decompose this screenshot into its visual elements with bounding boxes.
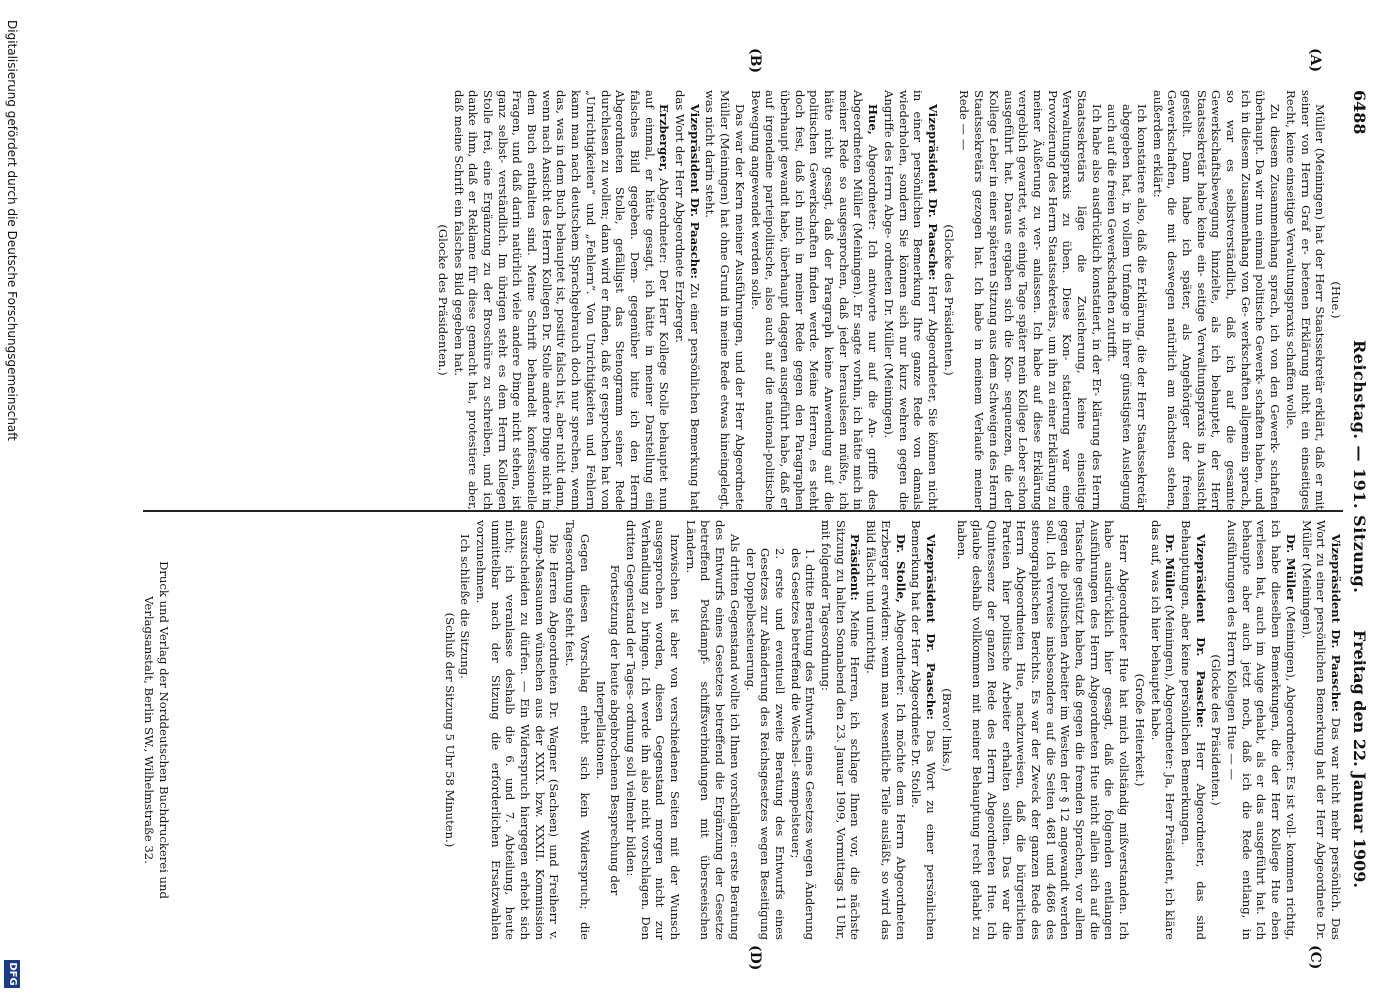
left-column — [143, 90, 1343, 510]
digitization-banner — [2, 0, 20, 1000]
speaker-name: Vizepräsident Dr. Paasche: — [1193, 534, 1208, 728]
stage-direction: (Bravo! links.) — [939, 688, 954, 772]
speech-text: Meine Herren, ich schlage Ihnen vor, die nächste Sitzung zu halten Sonnabend den 23. Januar 1909, Vormittags 11 Uhr, mit folgender Tagesordnung: — [819, 520, 863, 940]
agenda-item: Fortsetzung der heute abgebrochenen Besprechung der Interpellationen. — [593, 564, 623, 896]
paragraph: Das war der Kern meiner Ausführungen, und der Herr Abgeordnete Müller (Meiningen) hat ohne Grund in meine Rede etwas hineingelegt, was nicht darin steht. — [703, 90, 747, 510]
speaker-name: Hue, — [866, 104, 881, 135]
stage-direction: (Große Heiterkeit.) — [1132, 673, 1147, 787]
speech-text: (Meiningen), Abgeordneter: Ja, Herr Präsident, ich kläre das auf, was ich hier behauptet habe. — [1148, 520, 1178, 940]
paragraph: Inzwischen ist aber von verschiedenen Seiten mit der Wunsch ausgesprochen worden, diesen Gegenstand morgen nicht zur Verhandlung zu bringen. Ich werde ihn also nicht vorschlagen. Den dritten Gegenstand der Tages- ordnung soll vielmehr bilden: — [623, 520, 683, 940]
stage-direction: (Glocke des Präsidenten.) — [1209, 654, 1224, 806]
paragraph: Gegen diesen Vorschlag erhebt sich kein Widerspruch; die Tagesordnung steht fest. — [563, 520, 592, 940]
paragraph — [818, 520, 862, 940]
stage-direction: (Glocke des Präsidenten.) — [941, 224, 956, 376]
speaker-name: Dr. Müller — [1283, 534, 1298, 602]
paragraph — [864, 520, 908, 940]
quote-paragraph: Ich konstatiere also, daß die Erklärung, die der Herr Staatssekretär abgegeben hat, in vollem Umfange in ihrer günstigsten Auslegung auch auf die freien Gewerkschaften zutrifft. — [1105, 104, 1149, 510]
paragraph — [1148, 520, 1177, 940]
paragraph: Die Herren Abgeordneten Dr. Wagner (Sachsen) und Freiherr v. Gamp-Massaunen wünschen aus der XXIX. bzw. XXXII. Kommission auszuscheiden zu dürfen. — Ein Widerspruch hiergegen erhebt sich nicht; ich veranlasse deshalb die 6. und 7. Abteilung, heute unmittelbar nach der Sitzung die erforderlichen Ersatzwahlen vorzunehmen. — [473, 520, 562, 940]
paragraph — [1224, 520, 1298, 940]
speaker-name: Dr. Stolle, — [893, 534, 908, 603]
paragraph: Müller (Meiningen) hat der Herr Staatssekretär erklärt, daß er mit seiner von Herrn Graf er- betenen Erklärung nicht ein einseitiges Recht, keine einseitige Verwaltungspraxis schaffen wolle. — [1283, 90, 1328, 510]
speech-text: Das Wort zu einer persönlichen Bemerkung hat der Herr Abgeordnete Dr. Stolle. — [909, 520, 939, 940]
speaker-name: Dr. Müller — [1163, 534, 1178, 601]
margin-marker-a: (A) — [1307, 48, 1323, 73]
speaker-name: Vizepräsident Dr. Paasche: — [687, 104, 702, 279]
speaker-name: Erzberger, — [657, 104, 672, 172]
page-number: 6488 — [1350, 90, 1369, 135]
speaker-name: Vizepräsident Dr. Paasche: — [924, 534, 939, 720]
paragraph: Ich schließe die Sitzung. — [458, 534, 473, 679]
right-column — [143, 520, 1343, 940]
margin-marker-c: (C) — [1307, 945, 1323, 970]
margin-marker-d: (D) — [747, 945, 763, 971]
dfg-logo: DFG — [4, 960, 20, 988]
paragraph — [748, 90, 880, 510]
speech-text: Abgeordneter: Ich antworte nur auf die An- griffe des Abgeordneten Müller (Meiningen). Er sagte vorhin, ich hätte mich in meiner Rede so ausgesprochen, daß jeder herauslesen müßte, ich hätte nicht gesagt, daß der Paragraph keine Anwendung auf die politischen Gewerkschaften finden werde. Meine Herren, es steht doch fest, daß ich mich in meiner Rede gegen den Paragraphen überhaupt gewandt habe, überhaupt dagegen ausgeführt habe, daß er auf irgendeine parteipolitische, also auch auf die national-politische Bewegung angewendet werden solle. — [748, 90, 881, 510]
agenda-item: 2. erste und eventuell zweite Beratung des Entwurfs eines Gesetzes zur Abänderung des Reichsgesetzes wegen Beseitigung der Doppelbesteuerung. — [743, 548, 787, 940]
speaker-name: Vizepräsident Dr. Paasche: — [926, 104, 941, 281]
paragraph: Herr Abgeordneter Hue hat mich vollständig mißverstanden. Ich habe ausdrücklich hier gesagt, daß die folgenden entlangen Ausführungen des Herrn Abgeordneten Hue nicht allein sich auf die Tatsache gestützt haben, daß gegen die fremden Sprachen, vor allem gegen die politischen Arbeiter im Westen der § 12 angewandt werden soll. Ich verweise insbesondere auf die Seiten 4681 und 4686 des stenographischen Berichts. Es war der Zweck der ganzen Rede des Herrn Abgeordneten Hue, nachzuweisen, daß die bürgerlichen Parteien hier politische Arbeiter erhalten sollten. Das war die Quintessenz der ganzen Rede des Herrn Abgeordneten Hue. Ich glaube deshalb vollkommen mit meiner Behauptung recht gehabt zu haben. — [955, 520, 1132, 940]
paragraph — [672, 90, 701, 510]
speech-text: Abgeordneter: Der Herr Kollege Stolle behauptet nun auf einmal, er hätte gesagt, ich hätte in meiner Darstellung ein falsches Bild gegeben. Dem- gegenüber bitte ich den Herrn Abgeordneten Stolle, gefälligst das Stenogramm seiner Rede durchlesen zu wollen; dann wird er finden, daß er gesprochen hat von „Unrichtigkeiten“ und „Fehlern“. Von Unrichtigkeiten und Fehlern kann man nach deutschem Sprachgebrauch doch nur sprechen, wenn das, was in dem Buch behauptet ist, positiv falsch ist, aber nicht dann, wenn nach Ansicht des Herrn Kollegen Dr. Stolle andere Dinge nicht in dem Buch enthalten sind. Meine Schrift behandelt konfessionelle Fragen, und daß darin natürlich viele andere Dinge nicht stehen, ist ganz selbst- verständlich. Im übrigen steht es dem Herrn Kollegen Stolle frei, eine Ergänzung zu der Broschüre zu schreiben, und ich danke ihm, daß er Reklame für diese gemacht hat, protestiere aber, daß meine Schrift ein falsches Bild gegeben hat. — [451, 90, 672, 510]
page-title: Reichstag. — 191. Sitzung. — [1350, 340, 1369, 594]
speech-text: Herr Abgeordneter, das sind Behauptungen, aber keine persönlichen Bemerkungen. — [1178, 520, 1208, 940]
speech-text: Abgeordneter: Ich möchte dem Herrn Abgeordneten Erzberger erwidern: wenn man wesentliche Teile ausläßt, so wird das Bild fälscht und unrichtig. — [864, 520, 908, 940]
page-header — [1345, 90, 1369, 930]
digitization-note: Digitalisierung gefördert durch die Deutsche Forschungsgemeinschaft — [5, 20, 19, 442]
paragraph — [1299, 520, 1343, 940]
paragraph — [1178, 520, 1207, 940]
speaker-head: (Hue.) — [1329, 281, 1343, 319]
margin-marker-b: (B) — [747, 48, 763, 74]
session-date: Freitag den 22. Januar 1909. — [1350, 630, 1369, 888]
paragraph — [909, 520, 938, 940]
speech-text: Das war nicht mehr persönlich. Das Wort zu einer persönlichen Bemerkung hat der Herr Abgeordnete Dr. Müller (Meiningen). — [1299, 520, 1343, 940]
session-close-note: (Schluß der Sitzung 5 Uhr 58 Minuten.) — [442, 612, 457, 848]
paragraph — [451, 90, 672, 510]
paragraph: Als dritten Gegenstand wollte ich Ihnen vorschlagen: erste Beratung des Entwurfs eines Gesetzes betreffend die Ergänzung der Gesetze betreffend Postdampf- schiffsverbindungen mit überseeischen Ländern. — [683, 520, 742, 940]
speech-text: Herr Abgeordneter, Sie können nicht in einer persönlichen Bemerkung Ihre ganze Rede von damals wiederholen, sondern Sie können sich nur kurz wehren gegen die Angriffe des Herrn Abge- ordneten Dr. Müller (Meiningen). — [881, 90, 941, 510]
speech-text: Zu einer persönlichen Bemerkung hat das Wort der Herr Abgeordnete Erzberger. — [673, 90, 702, 510]
column-divider — [143, 510, 1343, 512]
paragraph: Ich habe also ausdrücklich konstatiert, in der Er- klärung des Herrn Staatssekretärs läge die Zusicherung, keine einseitige Verwaltungspraxis zu üben. Diese Kon- statierung war eine Provozierung des Herrn Staatssekretärs, um ihn zu einer Erklärung zu meiner Äußerung zu ver- anlassen. Ich habe auf diese Erklärung vergeblich gewartet, wie einige Tage später mein Kollege Leber schon ausgeführt hat. Daraus ergaben sich die Kon- sequenzen, die der Kollege Leber in einer späteren Sitzung aus dem Schweigen des Herrn Staatssekretärs gezogen hat. Ich habe in meinem Verlaufe meiner Rede — — — [957, 90, 1104, 510]
speaker-name: Vizepräsident Dr. Paasche: — [1329, 534, 1343, 712]
agenda-item: 1. dritte Beratung des Entwurfs eines Gesetzes wegen Änderung des Gesetzes betreffend die Wechsel- stempelsteuer; — [788, 548, 818, 940]
stage-direction: (Glocke des Präsidenten.) — [435, 224, 450, 376]
paragraph: Zu diesem Zusammenhang sprach, ich von den Gewerk- schaften überhaupt. Da wir nun einmal politische Gewerk- schaften haben, und ich in diesem Zusammenhang von Ge- werkschaften allgemein sprach, so war es selbstverständlich, daß ich auf die gesamte Gewerkschaftsbewegung hinzielte, als ich behauptet, der Herr Staatssekretär habe keine ein- seitige Verwaltungspraxis in Aussicht gestellt. Dann habe ich später, als Angehöriger der freien Gewerkschaften, die mit deswegen natürlich am nächsten stehen, außerdem erklärt: — [1150, 90, 1283, 510]
printer-imprint: Druck und Verlag der Norddeutschen Buchdruckerei und Verlagsanstalt, Berlin SW., Wilhelmstraße 32. — [142, 561, 171, 899]
speech-text: (Meiningen), Abgeordneter: Es ist voll- kommen richtig, ich habe dieselben Bemerkungen, die der Herr Kollege Hue eben verlesen hat, auch im Auge gehabt, als er das ausgeführt hat. Ich behaupte aber auch jetzt noch, daß ich die Rede entlang, in Ausführungen des Herrn Kollegen Hue — — — [1225, 520, 1298, 940]
paragraph — [881, 90, 940, 510]
speaker-name: Präsident: — [848, 534, 863, 601]
